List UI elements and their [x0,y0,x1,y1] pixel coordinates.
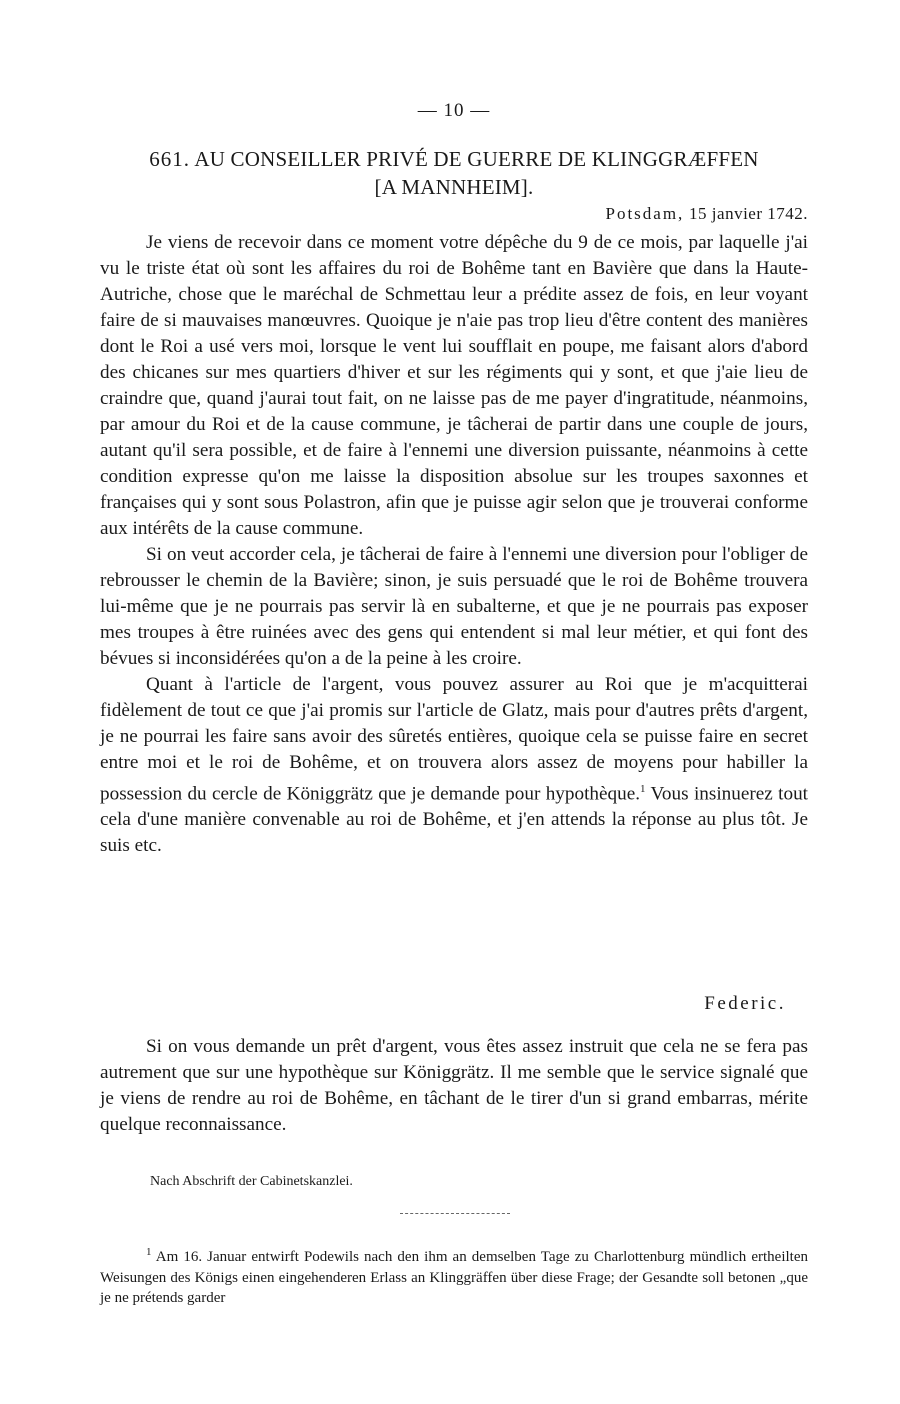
letter-heading [100,145,808,201]
body-paragraph [100,672,808,859]
dateline-date: 15 janvier 1742. [689,204,808,223]
signature: Federic. [704,993,786,1014]
body-paragraph: Si on veut accorder cela, je tâcherai de faire à l'ennemi une diversion pour l'obliger de rebrousser le chemin de la Bavière; sinon, je suis persuadé que le roi de Bohême trouvera lui-même que je ne pourrais pas servir là en subalterne, et que je ne pourrais pas exposer mes troupes à être ruinées avec des gens qui entendent si mal leur métier, et qui font des bévues si inconsidérées qu'on a de la peine à les croire. [100,544,808,669]
body-paragraph-text: Quant à l'article de l'argent, vous pouvez assurer au Roi que je m'acquitterai fidèlement de tout ce que j'ai promis sur l'article de Glatz, mais pour d'autres prêts d'argent, je ne pourrai les faire sans avoir des sûretés entières, quoique cela se puisse faire en secret entre moi et le roi de Bohême, et on trouvera alors assez de moyens pour habiller la possession du cercle de Königgrätz que je demande pour hypothèque. [100,674,808,805]
body-paragraph: Je viens de recevoir dans ce moment votre dépêche du 9 de ce mois, par laquelle j'ai vu le triste état où sont les affaires du roi de Bohême tant en Bavière que dans la Haute-Autriche, chose que le maréchal de Schmettau leur a prédite assez de fois, en leur voyant faire de si mauvaises manœuvres. Quoique je n'aie pas trop lieu d'être content des manières dont le Roi a usé vers moi, lorsque le vent lui soufflait en poupe, me faisant alors d'abord des chicanes sur mes quartiers d'hiver et sur les régiments qui y sont, et que j'aie lieu de craindre que, quand j'aurai tout fait, on ne laisse pas de me payer d'ingratitude, néanmoins, par amour du Roi et de la cause commune, je tâcherai de partir dans une couple de jours, autant qu'il sera possible, et de faire à l'ennemi une diversion puissante, néanmoins à cette condition expresse qu'on me laisse la disposition absolue sur les troupes saxonnes et françaises qui y sont sous Polastron, afin que je puisse agir selon que je trouverai conforme aux intérêts de la cause commune. [100,232,808,539]
footnote-paragraph [100,1242,808,1309]
heading-title: AU CONSEILLER PRIVÉ DE GUERRE DE KLINGGRÆFFEN [194,147,759,171]
source-note: Nach Abschrift der Cabinetskanzlei. [150,1174,353,1189]
heading-line-2: [A MANNHEIM]. [374,175,534,199]
postscript [100,1034,808,1138]
letter-body [100,230,808,859]
dateline [605,204,808,224]
footnote [100,1242,808,1309]
page-number: — 10 — [417,100,491,121]
footnote-text: Am 16. Januar entwirft Podewils nach den ihm an demselben Tage zu Charlottenburg mündlich ertheilten Weisungen des Königs einen eingehenderen Erlass an Klinggräffen über diese Frage; der Gesandte soll betonen „que je ne prétends garder [100,1249,808,1306]
heading-line-1 [100,145,808,173]
body-paragraph-text: Vous insinuerez tout cela d'une manière convenable au roi de Bohême, et j'en attends la réponse au plus tôt. Je suis etc. [100,783,808,857]
postscript-paragraph: Si on vous demande un prêt d'argent, vous êtes assez instruit que cela ne se fera pas autrement que sur une hypothèque sur Königgrätz. Il me semble que le service signalé que je viens de rendre au roi de Bohême, en tâchant de le tirer d'un si grand embarras, mérite quelque reconnaissance. [100,1036,808,1135]
letter-number: 661. [149,147,191,171]
footnote-marker: 1 [146,1246,152,1258]
dateline-place: Potsdam, [605,204,685,223]
footnote-reference: 1 [640,783,646,795]
footnote-divider [400,1213,510,1214]
